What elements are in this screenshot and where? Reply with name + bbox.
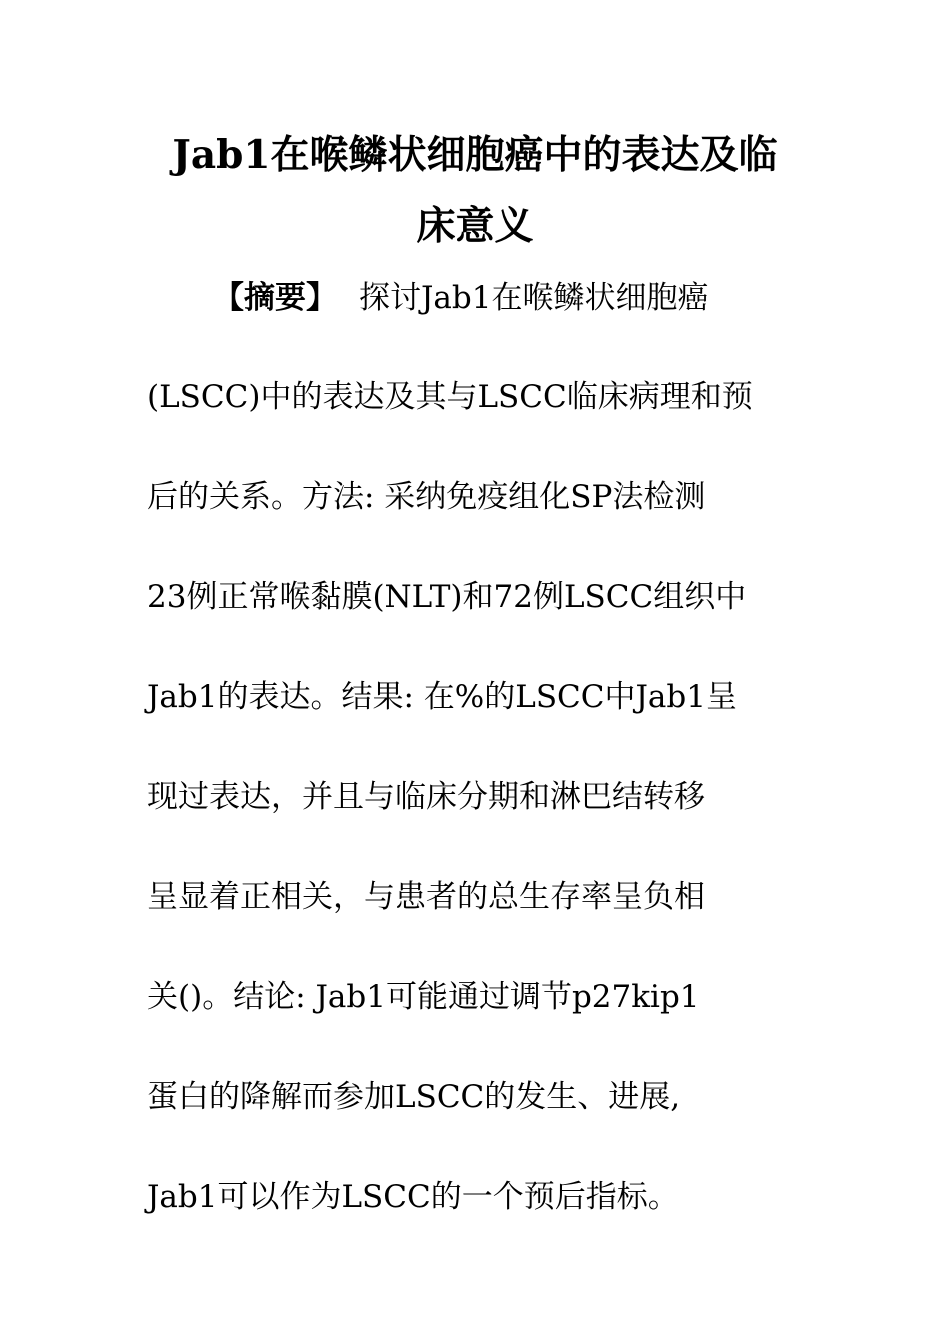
document-title-line-2: 床意义	[416, 203, 534, 249]
abstract-text: 探讨Jab1在喉鳞状细胞癌	[359, 280, 709, 316]
abstract-line-4: 23例正常喉黏膜(NLT)和72例LSCC组织中	[147, 579, 747, 615]
abstract-line-3: 后的关系。方法: 采纳免疫组化SP法检测	[147, 479, 706, 515]
abstract-line-7: 呈显着正相关，与患者的总生存率呈负相	[147, 879, 705, 915]
abstract-line-1	[213, 280, 709, 316]
abstract-line-8: 关()。结论: Jab1可能通过调节p27kip1	[147, 979, 700, 1015]
abstract-line-10: Jab1可以作为LSCC的一个预后指标。	[147, 1179, 679, 1215]
document-title-line-1: Jab1在喉鳞状细胞癌中的表达及临	[172, 132, 778, 178]
abstract-line-9: 蛋白的降解而参加LSCC的发生、进展,	[147, 1079, 681, 1115]
abstract-label: 【摘要】	[213, 280, 337, 316]
abstract-line-6: 现过表达，并且与临床分期和淋巴结转移	[147, 779, 705, 815]
abstract-line-5: Jab1的表达。结果: 在%的LSCC中Jab1呈	[147, 679, 737, 715]
abstract-line-2: (LSCC)中的表达及其与LSCC临床病理和预	[147, 379, 753, 415]
